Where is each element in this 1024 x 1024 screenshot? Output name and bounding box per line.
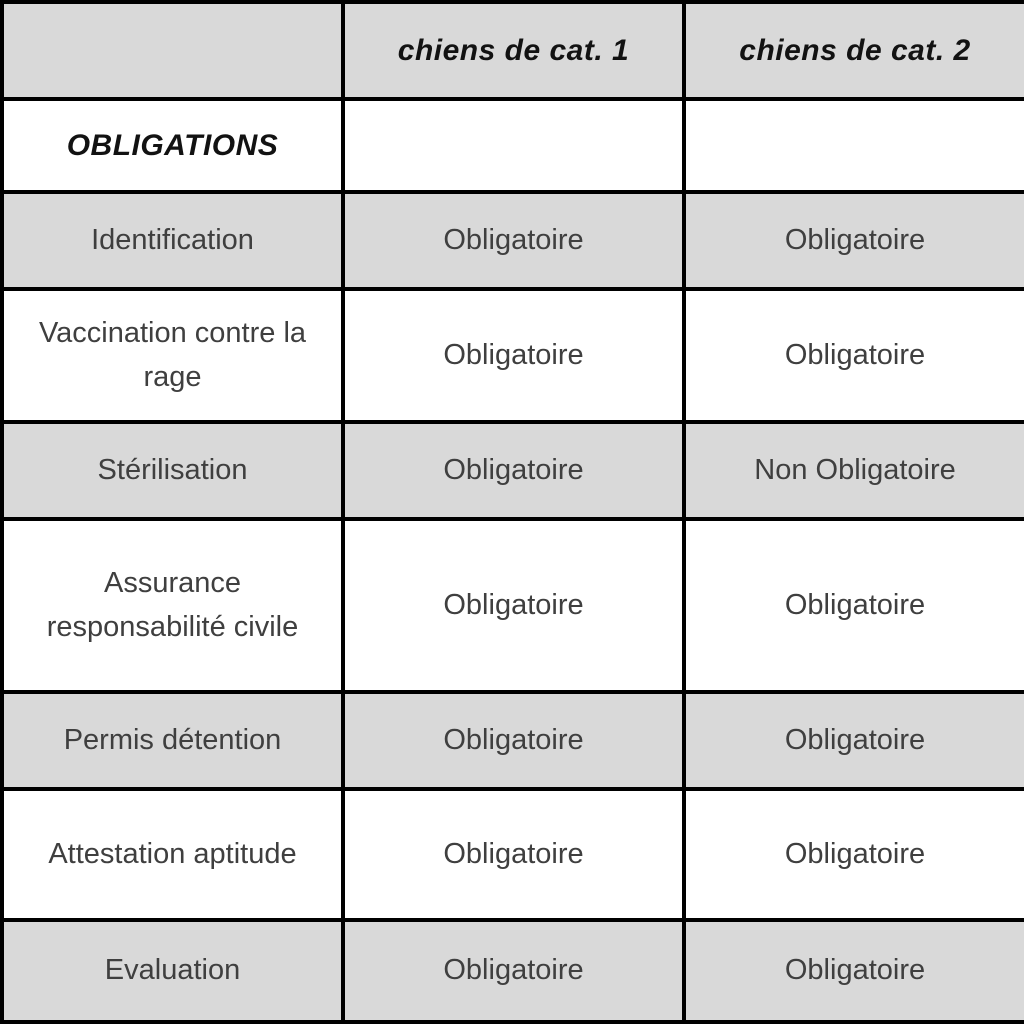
cat1-value-cell: Obligatoire [343,422,684,519]
empty-cell [343,99,684,192]
column-header-cat1: chiens de cat. 1 [343,2,684,99]
table-row [2,192,1024,289]
table-row [2,289,1024,422]
cat1-value-cell: Obligatoire [343,692,684,789]
table-header-row [2,2,1024,99]
row-label-cell: Identification [2,192,343,289]
cat1-value-cell: Obligatoire [343,192,684,289]
cat1-value-cell: Obligatoire [343,289,684,422]
cat2-value-cell: Non Obligatoire [684,422,1024,519]
cat2-value-cell: Obligatoire [684,192,1024,289]
cat2-value-cell: Obligatoire [684,289,1024,422]
table-row [2,920,1024,1022]
row-label-cell: Permis détention [2,692,343,789]
cat2-value-cell: Obligatoire [684,519,1024,692]
cat1-value-cell: Obligatoire [343,920,684,1022]
table-row [2,789,1024,920]
header-empty-cell [2,2,343,99]
cat2-value-cell: Obligatoire [684,692,1024,789]
cat2-value-cell: Obligatoire [684,789,1024,920]
empty-cell [684,99,1024,192]
row-label-cell: Assurance responsabilité civile [2,519,343,692]
table-row [2,519,1024,692]
row-label-cell: Attestation aptitude [2,789,343,920]
cat1-value-cell: Obligatoire [343,789,684,920]
cat2-value-cell: Obligatoire [684,920,1024,1022]
section-title: OBLIGATIONS [2,99,343,192]
cat1-value-cell: Obligatoire [343,519,684,692]
table-row [2,422,1024,519]
column-header-cat2: chiens de cat. 2 [684,2,1024,99]
row-label-cell: Vaccination contre la rage [2,289,343,422]
table-row [2,692,1024,789]
section-row [2,99,1024,192]
row-label-cell: Evaluation [2,920,343,1022]
row-label-cell: Stérilisation [2,422,343,519]
